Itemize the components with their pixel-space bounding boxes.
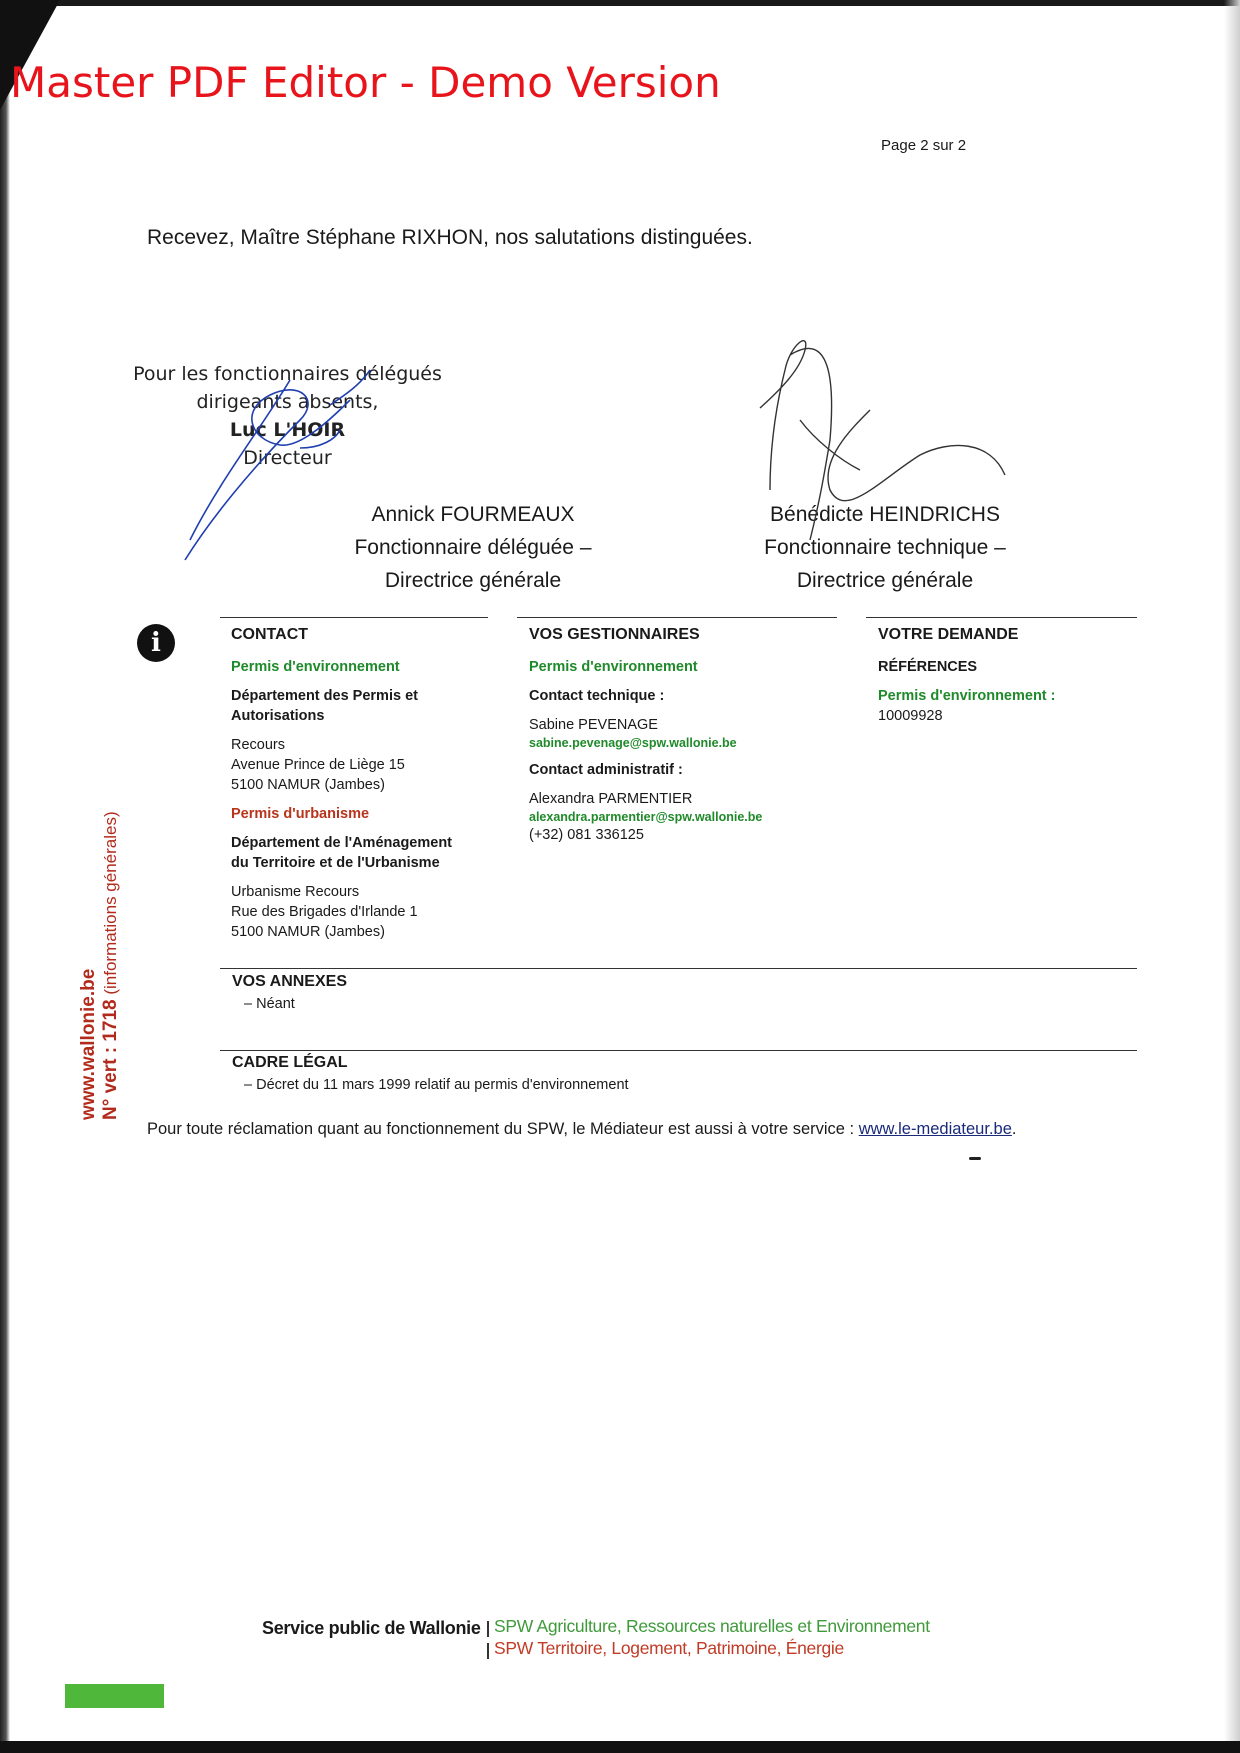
env-address-line-3: 5100 NAMUR (Jambes) <box>231 777 385 793</box>
scan-edge-top <box>0 0 1240 6</box>
references-label: RÉFÉRENCES <box>878 659 978 675</box>
signatory-left <box>330 498 616 597</box>
managers-column <box>529 625 839 845</box>
divider-annexes <box>220 968 1137 969</box>
mediator-link[interactable]: www.le-mediateur.be <box>858 1120 1012 1138</box>
urb-permit-label: Permis d'urbanisme <box>231 806 370 822</box>
signatory-name: Bénédicte HEINDRICHS <box>770 503 1000 526</box>
footer-separator <box>487 1621 489 1637</box>
urb-address-line-2: Rue des Brigades d'Irlande 1 <box>231 904 418 920</box>
request-column <box>878 625 1138 726</box>
env-permit-label: Permis d'environnement <box>231 659 400 675</box>
legal-heading: CADRE LÉGAL <box>232 1054 348 1071</box>
divider-contact <box>220 617 488 618</box>
env-address-line-2: Avenue Prince de Liège 15 <box>231 757 405 773</box>
annexes-section <box>232 971 347 1015</box>
annexes-heading: VOS ANNEXES <box>232 973 347 990</box>
divider-legal <box>220 1050 1137 1051</box>
contact-heading: CONTACT <box>231 626 309 643</box>
admin-contact-email[interactable]: alexandra.parmentier@spw.wallonie.be <box>529 810 763 824</box>
mediator-text: Pour toute réclamation quant au fonctionnement du SPW, le Médiateur est aussi à votre service : <box>147 1120 859 1138</box>
admin-contact-phone: (+32) 081 336125 <box>529 827 644 843</box>
tech-contact-label: Contact technique : <box>529 688 665 704</box>
delegation-line-2: dirigeants absents, <box>196 391 379 413</box>
side-website[interactable]: www.wallonie.be <box>78 968 99 1120</box>
footer-department-territory: SPW Territoire, Logement, Patrimoine, Énergie <box>494 1638 844 1658</box>
tech-contact-name: Sabine PEVENAGE <box>529 717 658 733</box>
request-heading: VOTRE DEMANDE <box>878 626 1019 643</box>
scan-edge-bottom <box>0 1741 1240 1753</box>
urb-dept-line-1: Département de l'Aménagement <box>231 835 453 851</box>
delegation-title: Directeur <box>243 447 332 469</box>
delegation-block <box>110 360 465 472</box>
footer-organization: Service public de Wallonie <box>262 1618 481 1638</box>
annexes-item: – Néant <box>244 996 295 1012</box>
scan-edge-right <box>1224 0 1240 1753</box>
side-hotline-note: (informations générales) <box>101 811 120 1000</box>
info-icon: i <box>137 624 175 662</box>
signatory-role: Directrice générale <box>796 569 974 592</box>
admin-contact-label: Contact administratif : <box>529 762 683 778</box>
green-brand-bar <box>65 1684 164 1708</box>
delegation-name: Luc L'HOIR <box>229 419 346 441</box>
footer-department-agriculture: SPW Agriculture, Ressources naturelles et Environnement <box>494 1616 930 1636</box>
signatory-right <box>740 498 1030 597</box>
contact-column <box>231 625 491 942</box>
env-address-line-1: Recours <box>231 737 285 753</box>
request-permit-label: Permis d'environnement : <box>878 688 1056 704</box>
salutation: Recevez, Maître Stéphane RIXHON, nos salutations distinguées. <box>147 226 753 249</box>
signatory-title: Fonctionnaire déléguée – <box>354 536 592 559</box>
divider-managers <box>517 617 837 618</box>
request-reference-number: 10009928 <box>878 708 943 724</box>
mediator-end: . <box>1011 1120 1017 1138</box>
managers-heading: VOS GESTIONNAIRES <box>529 626 700 643</box>
urb-address-line-3: 5100 NAMUR (Jambes) <box>231 924 385 940</box>
divider-request <box>866 617 1137 618</box>
demo-watermark: Master PDF Editor - Demo Version <box>10 58 721 107</box>
scan-edge-left <box>0 0 10 1753</box>
managers-permit-label: Permis d'environnement <box>529 659 698 675</box>
signatory-name: Annick FOURMEAUX <box>371 503 575 526</box>
legal-section <box>232 1052 629 1096</box>
side-hotline: N° vert : 1718 <box>100 999 121 1120</box>
admin-contact-name: Alexandra PARMENTIER <box>529 791 693 807</box>
footer-separator <box>487 1643 489 1659</box>
env-dept-line-1: Département des Permis et <box>231 688 418 704</box>
scan-speck <box>969 1157 981 1160</box>
signatory-role: Directrice générale <box>384 569 562 592</box>
tech-contact-email[interactable]: sabine.pevenage@spw.wallonie.be <box>529 736 737 750</box>
urb-dept-line-2: du Territoire et de l'Urbanisme <box>231 855 440 871</box>
signatory-title: Fonctionnaire technique – <box>764 536 1006 559</box>
mediator-notice <box>147 1120 1016 1139</box>
urb-address-line-1: Urbanisme Recours <box>231 884 360 900</box>
delegation-line-1: Pour les fonctionnaires délégués <box>133 363 442 385</box>
legal-item: – Décret du 11 mars 1999 relatif au permis d'environnement <box>244 1077 629 1093</box>
env-dept-line-2: Autorisations <box>231 708 325 724</box>
page-number: Page 2 sur 2 <box>881 137 967 154</box>
